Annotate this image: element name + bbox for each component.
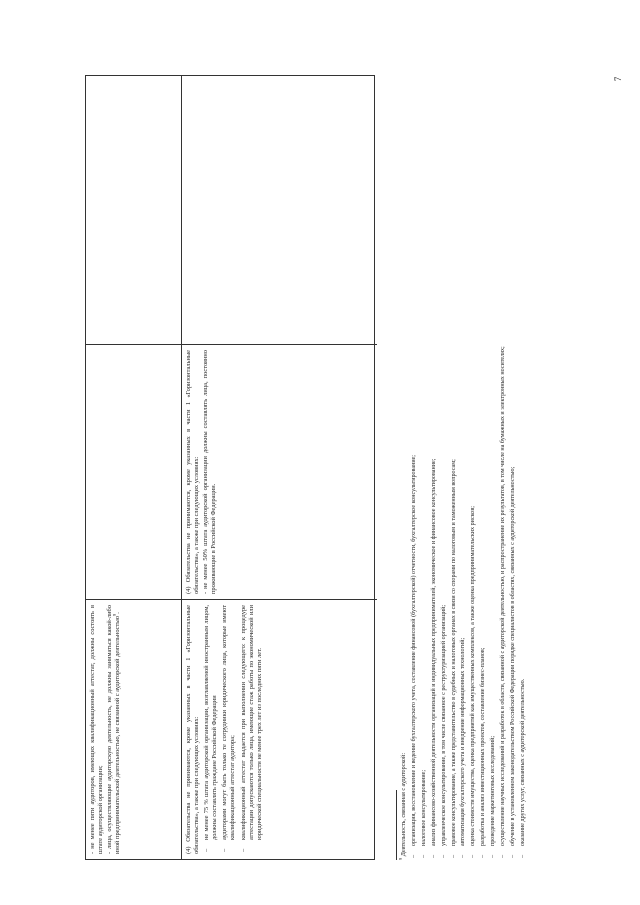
- table-cell: [182, 344, 377, 599]
- cell-paragraph: - не менее пяти аудиторов, имеющих квалификационный аттестат, должны состоять в штате аудиторской организации;: [89, 605, 105, 854]
- table-cell: [182, 599, 377, 859]
- footnote-separator: [396, 790, 397, 860]
- footnote-ref: 9: [112, 613, 118, 616]
- table-row: [181, 76, 377, 859]
- table-cell: [182, 76, 377, 344]
- footnote-item: – управленческое консультирование, в том числе связанное с реструктуризацией организаций;: [440, 70, 450, 860]
- footnote-item: – оценка стоимости имущества, оценка предприятий как имущественных комплексов, а также оценка предпринимательских рисков;: [469, 70, 479, 860]
- footnote-item: – осуществление научных исследований и разработок в области, связанной с аудиторской деятельностью, и распространение их результатов, в том числе на бумажных и электронных носителях;: [499, 70, 509, 860]
- footnote-title: [397, 70, 410, 860]
- table-cell: [86, 344, 181, 599]
- list-item: – не менее 75 % штата аудиторской организации, возглавляемой иностранным лицом, должны составлять граждане Российской Федерации: [203, 605, 219, 854]
- list-item: – аудиторами могут быть только те сотрудники юридического лица, которые имеют квалификационный аттестат аудитора;: [221, 605, 237, 854]
- footnote-item: – организация, восстановление и ведение бухгалтерского учета, составление финансовой (бухгалтерской) отчетности, бухгалтерское консультирование;: [410, 70, 420, 860]
- cell-intro: (4) Обязательства не принимаются, кроме указанных в части 1 «Горизонтальные обязательства», а также при следующих условиях:: [185, 605, 201, 854]
- footnote-item: – оказание других услуг, связанных с аудиторской деятельностью.: [519, 70, 529, 860]
- footnote-item: – анализ финансово-хозяйственной деятельности организаций и индивидуальных предпринимателей, экономическое и финансовое консультирование;: [430, 70, 440, 860]
- footnote-title-text: Деятельность, связанная с аудиторской:: [401, 752, 407, 857]
- list-item: – квалификационный аттестат выдается при выполнении следующего: к процедуре аттестации допускаются только лица, имеющие стаж работы по экономической или юридической специальности не менее трех лет из последних пяти лет.: [240, 605, 264, 854]
- footnote-mark: 9: [397, 857, 403, 860]
- footnote-item: – налоговое консультирование;: [420, 70, 430, 860]
- table-row: [86, 76, 181, 859]
- footnote-item: – разработка и анализ инвестиционных проектов, составление бизнес-планов;: [479, 70, 489, 860]
- page-number: 7: [613, 76, 623, 82]
- footnote-item: – автоматизация бухгалтерского учета и внедрение информационных технологий;: [459, 70, 469, 860]
- cell-text: - лица, осуществляющие аудиторскую деятельность, не должны заниматься какой-либо иной предпринимательской деятельностью, не связанной с аудиторской деятельностью: [106, 605, 122, 854]
- commitments-table: [85, 75, 375, 860]
- list-item: - не менее 50% штата аудиторской организации должны составлять лица, постоянно проживающие в Российской Федерации.: [202, 350, 218, 594]
- footnotes: [397, 70, 529, 860]
- footnote-item: – правовое консультирование, а также представительство в судебных и налоговых органах в связи со спорами по налоговым и таможенным вопросам;: [450, 70, 460, 860]
- cell-intro: (4) Обязательства не принимаются, кроме указанных в части 1 «Горизонтальные обязательства», а также при следующих условиях:: [185, 350, 201, 594]
- footnote-item: – обучение в установленном законодательством Российской Федерации порядке специалистов в областях, связанных с аудиторской деятельностью;: [509, 70, 519, 860]
- table-cell: [86, 599, 181, 859]
- footnote-item: – проведение маркетинговых исследований;: [489, 70, 499, 860]
- table-cell: [86, 76, 181, 344]
- cell-paragraph: - лица, осуществляющие аудиторскую деятельность, не должны заниматься какой-либо иной предпринимательской деятельностью, не связанной с аудиторской деятельностью$^9$.: [106, 605, 122, 854]
